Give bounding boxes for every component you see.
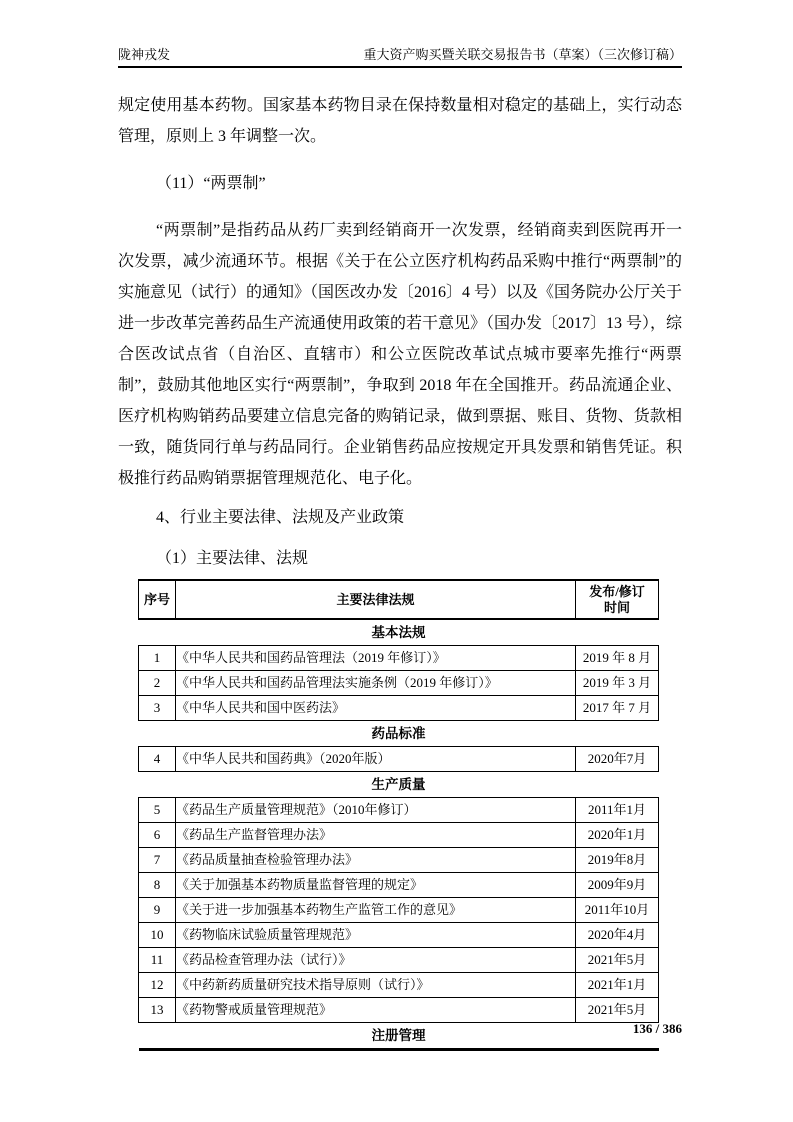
- heading-section-4-1: （1）主要法律、法规: [156, 550, 309, 567]
- law-name: 《中药新药质量研究技术指导原则（试行）》: [176, 973, 576, 998]
- row-number: 7: [139, 848, 176, 873]
- law-name: 《药品生产监督管理办法》: [176, 823, 576, 848]
- row-number: 4: [139, 747, 176, 772]
- table-row: [139, 898, 659, 923]
- row-number: 6: [139, 823, 176, 848]
- row-number: 10: [139, 923, 176, 948]
- law-name: 《药物临床试验质量管理规范》: [176, 923, 576, 948]
- row-number: 5: [139, 798, 176, 823]
- section-title: 生产质量: [139, 772, 659, 798]
- law-name: 《药品生产质量管理规范》（2010年修订）: [176, 798, 576, 823]
- body-text: [118, 90, 682, 502]
- row-number: 13: [139, 998, 176, 1023]
- laws-table: [138, 579, 659, 1051]
- row-number: 11: [139, 948, 176, 973]
- column-header-law: 主要法律法规: [176, 580, 576, 619]
- row-number: 12: [139, 973, 176, 998]
- header-company-name: 陇神戎发: [118, 47, 171, 62]
- table-row: [139, 998, 659, 1023]
- table-header-row: [139, 580, 659, 619]
- page-number: 136 / 386: [632, 1021, 682, 1036]
- table-row: [139, 948, 659, 973]
- law-name: 《药品质量抽查检验管理办法》: [176, 848, 576, 873]
- table-row: [139, 823, 659, 848]
- column-header-no: 序号: [139, 580, 176, 619]
- publish-date: 2009年9月: [576, 873, 659, 898]
- law-name: 《关于进一步加强基本药物生产监管工作的意见》: [176, 898, 576, 923]
- publish-date: 2019 年 8 月: [576, 646, 659, 671]
- heading-item-11: （11）“两票制”: [156, 175, 266, 192]
- publish-date: 2020年4月: [576, 923, 659, 948]
- table-row: [139, 646, 659, 671]
- table-row: [139, 747, 659, 772]
- publish-date: 2020年7月: [576, 747, 659, 772]
- heading-section-4: 4、行业主要法律、法规及产业政策: [156, 509, 405, 526]
- table-row: [139, 798, 659, 823]
- section-row: [139, 772, 659, 798]
- law-name: 《药品检查管理办法（试行）》: [176, 948, 576, 973]
- section-title: 药品标准: [139, 721, 659, 747]
- table-row: [139, 923, 659, 948]
- publish-date: 2021年5月: [576, 998, 659, 1023]
- row-number: 2: [139, 671, 176, 696]
- publish-date: 2019年8月: [576, 848, 659, 873]
- publish-date: 2020年1月: [576, 823, 659, 848]
- row-number: 3: [139, 696, 176, 721]
- publish-date: 2021年5月: [576, 948, 659, 973]
- section-title: 基本法规: [139, 619, 659, 646]
- table-row: [139, 848, 659, 873]
- publish-date: 2011年10月: [576, 898, 659, 923]
- law-name: 《中华人民共和国药品管理法实施条例（2019 年修订）》: [176, 671, 576, 696]
- header-report-title: 重大资产购买暨关联交易报告书（草案）（三次修订稿）: [363, 47, 682, 62]
- publish-date: 2019 年 3 月: [576, 671, 659, 696]
- table-row: [139, 973, 659, 998]
- law-name: 《药物警戒质量管理规范》: [176, 998, 576, 1023]
- table-row: [139, 696, 659, 721]
- table-row: [139, 671, 659, 696]
- law-name: 《关于加强基本药物质量监督管理的规定》: [176, 873, 576, 898]
- page-header: [118, 44, 682, 68]
- section-row: [139, 619, 659, 646]
- row-number: 8: [139, 873, 176, 898]
- section-row: [139, 721, 659, 747]
- law-name: 《中华人民共和国中医药法》: [176, 696, 576, 721]
- paragraph-continuation: 规定使用基本药物。国家基本药物目录在保持数量相对稳定的基础上，实行动态管理，原则上 3 年调整一次。: [118, 97, 682, 145]
- table-row: [139, 873, 659, 898]
- section-row: [139, 1023, 659, 1050]
- publish-date: 2011年1月: [576, 798, 659, 823]
- row-number: 9: [139, 898, 176, 923]
- publish-date: 2017 年 7 月: [576, 696, 659, 721]
- section-title: 注册管理: [371, 1027, 426, 1043]
- law-name: 《中华人民共和国药品管理法（2019 年修订）》: [176, 646, 576, 671]
- law-name: 《中华人民共和国药典》（2020年版）: [176, 747, 576, 772]
- publish-date: 2021年1月: [576, 973, 659, 998]
- paragraph-two-invoice-system: “两票制”是指药品从药厂卖到经销商开一次发票，经销商卖到医院再开一次发票，减少流通环节。根据《关于在公立医疗机构药品采购中推行“两票制”的实施意见（试行）的通知》（国医改办发〔2016〕4 号）以及《国务院办公厅关于进一步改革完善药品生产流通使用政策的若干意见》（国办发〔2017〕13 号），综合医改试点省（自治区、直辖市）和公立医院改革试点城市要率先推行“两票制”，鼓励其他地区实行“两票制”，争取到 2018 年在全国推开。药品流通企业、医疗机构购销药品要建立信息完备的购销记录，做到票据、账目、货物、货款相一致，随货同行单与药品同行。企业销售药品应按规定开具发票和销售凭证。积极推行药品购销票据管理规范化、电子化。: [118, 222, 682, 487]
- column-header-date: 发布/修订 时间: [576, 580, 659, 619]
- laws-section: [118, 502, 682, 1051]
- row-number: 1: [139, 646, 176, 671]
